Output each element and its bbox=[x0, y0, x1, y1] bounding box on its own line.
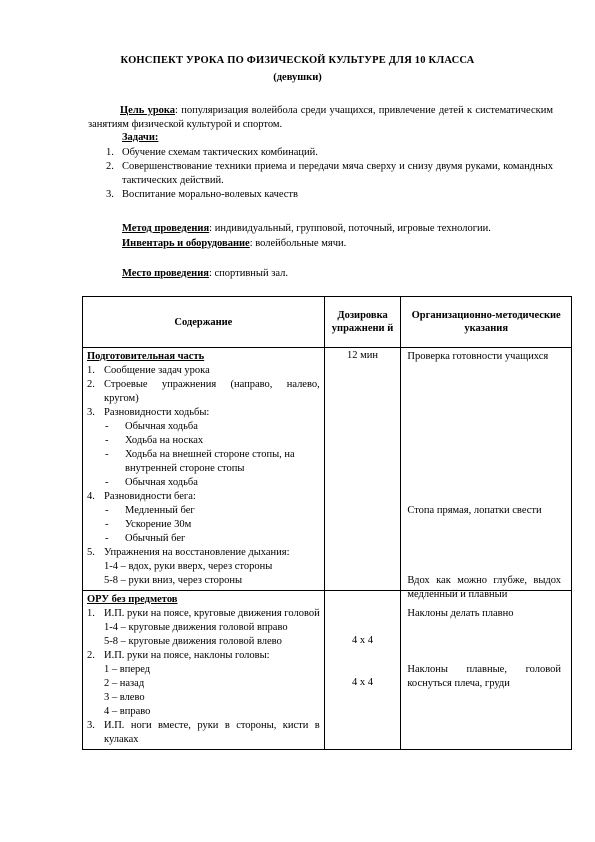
list-item: 2. И.П. руки на поясе, наклоны головы: bbox=[87, 650, 270, 661]
header-guidance: Организационно-методические указания bbox=[401, 297, 572, 348]
document-title: КОНСПЕКТ УРОКА ПО ФИЗИЧЕСКОЙ КУЛЬТУРЕ ДЛЯ 10 КЛАССА bbox=[120, 55, 475, 66]
sub-item: - Медленный бег bbox=[105, 505, 195, 516]
guidance-note: Проверка готовности учащихся bbox=[407, 351, 549, 362]
sub-item: - Ускорение 30м bbox=[105, 519, 192, 530]
section1-dose bbox=[324, 348, 401, 591]
header-content: Содержание bbox=[83, 297, 325, 348]
dose-value: 4 х 4 bbox=[352, 635, 374, 646]
lesson-goal bbox=[88, 104, 553, 132]
guidance-note: Вдох как можно глубже, выдох медленный и плавный bbox=[407, 575, 561, 600]
list-item: 1. И.П. руки на поясе, круговые движения головой bbox=[87, 608, 320, 619]
section2-guidance bbox=[401, 591, 572, 750]
guidance-note: Стопа прямая, лопатки свести bbox=[407, 505, 542, 516]
guidance-note: Наклоны делать плавно bbox=[407, 608, 514, 619]
dose-value: 12 мин bbox=[347, 350, 379, 361]
exercise-line: 5-8 – круговые движения головой влево bbox=[104, 636, 282, 647]
guidance-note: Наклоны плавные, головой коснуться плеча, груди bbox=[407, 664, 561, 689]
exercise-line: 1-4 – круговые движения головой вправо bbox=[104, 622, 288, 633]
table-row bbox=[83, 591, 572, 750]
breathing-line: 1-4 – вдох, руки вверх, через стороны bbox=[104, 561, 273, 572]
section-title: ОРУ без предметов bbox=[87, 594, 178, 605]
section1-content bbox=[83, 348, 325, 591]
list-item: 3. Разновидности ходьбы: bbox=[87, 407, 210, 418]
sub-item: - Ходьба на внешней стороне стопы, на внутренней стороне стопы bbox=[105, 449, 295, 474]
sub-item: - Обычная ходьба bbox=[105, 477, 198, 488]
list-item: 4. Разновидности бега: bbox=[87, 491, 196, 502]
table-row bbox=[83, 348, 572, 591]
tasks-list bbox=[106, 146, 553, 202]
section-title: Подготовительная часть bbox=[87, 351, 205, 362]
section2-content bbox=[83, 591, 325, 750]
sub-item: - Обычная ходьба bbox=[105, 421, 198, 432]
task-item: 3. Воспитание морально-волевых качеств bbox=[106, 189, 298, 200]
dose-value: 4 х 4 bbox=[352, 677, 374, 688]
document-subtitle: (девушки) bbox=[273, 72, 322, 83]
goal-label: Цель урока bbox=[120, 105, 176, 116]
tasks-label: Задачи: bbox=[122, 132, 159, 143]
list-item: 1. Сообщение задач урока bbox=[87, 365, 210, 376]
sub-item: - Обычный бег bbox=[105, 533, 186, 544]
exercise-line: 3 – влево bbox=[104, 692, 145, 703]
goal-text: : популяризация волейбола среди учащихся, привлечение детей к систематическим занятиям физической культурой и спортом. bbox=[88, 105, 553, 130]
exercise-line: 1 – вперед bbox=[104, 664, 151, 675]
lesson-table bbox=[82, 296, 572, 750]
section1-guidance bbox=[401, 348, 572, 600]
table-header-row bbox=[83, 297, 572, 348]
task-item: 1. Обучение схемам тактических комбинаций. bbox=[106, 147, 318, 158]
exercise-line: 2 – назад bbox=[104, 678, 145, 689]
task-item: 2. Совершенствование техники приема и передачи мяча сверху и снизу двумя руками, командных тактических действий. bbox=[106, 161, 553, 186]
sub-item: - Ходьба на носках bbox=[105, 435, 204, 446]
exercise-line: 4 – вправо bbox=[104, 706, 151, 717]
method-line: Метод проведения: индивидуальный, групповой, поточный, игровые технологии. bbox=[122, 223, 491, 234]
inventory-line: Инвентарь и оборудование: волейбольные мячи. bbox=[122, 238, 347, 249]
list-item: 2. Строевые упражнения (направо, налево, кругом) bbox=[87, 379, 320, 404]
breathing-line: 5-8 – руки вниз, через стороны bbox=[104, 575, 243, 586]
header-dose: Дозировка упражнени й bbox=[324, 297, 401, 348]
list-item: 5. Упражнения на восстановление дыхания: bbox=[87, 547, 290, 558]
list-item: 3. И.П. ноги вместе, руки в стороны, кисти в кулаках bbox=[87, 720, 320, 745]
section2-dose bbox=[324, 591, 401, 750]
place-line: Место проведения: спортивный зал. bbox=[122, 268, 288, 279]
